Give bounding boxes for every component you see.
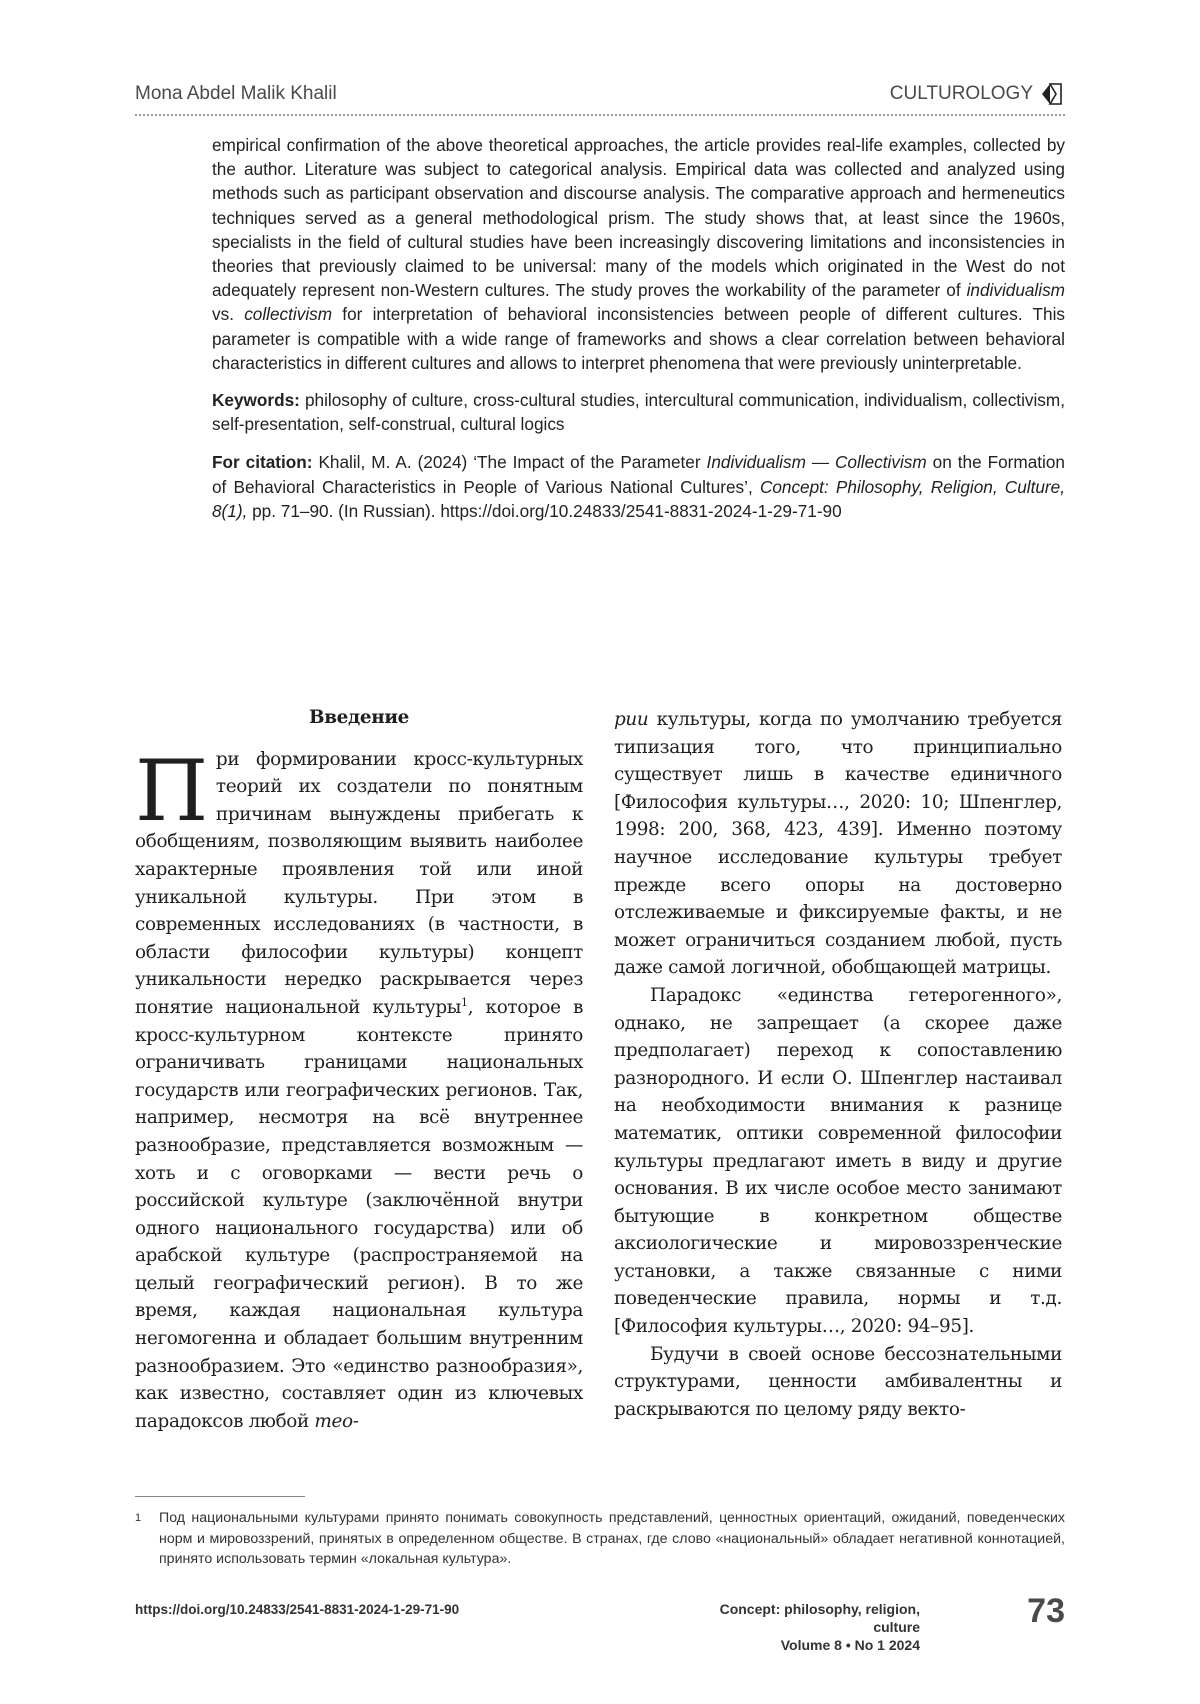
header-section — [890, 82, 1065, 106]
footnote-number: 1 — [135, 1512, 142, 1524]
header-author: Mona Abdel Malik Khalil — [135, 83, 337, 104]
body-paragraph: Парадокс «единства гетерогенного», однако, не запрещает (а скорее даже предполагает) переход к сопоставлению разнородного. И если О. Шпенглер настаивал на необходимости внимания к разнице математик, оптики современной философии культуры предлагают иметь в виду и другие основания. В их числе особое место занимают бытующие в конкретном обществе аксиологические и мировоззренческие установки, а также связанные с ними поведенческие правила, нормы и т.д. [Философия культуры…, 2020: 94–95]. — [614, 984, 1062, 1338]
header-section-label: CULTUROLOGY — [889, 83, 1033, 104]
body-column-right — [614, 706, 1062, 1423]
footnote — [135, 1508, 1065, 1570]
footer-journal-title: Concept: philosophy, religion, culture — [719, 1601, 920, 1635]
abstract — [212, 133, 1065, 523]
footnote-ref[interactable]: 1 — [461, 995, 468, 1009]
journal-logo-icon — [1039, 82, 1065, 106]
footer-doi-link[interactable]: https://doi.org/10.24833/2541-8831-2024-1-29-71-90 — [135, 1602, 460, 1617]
body-column-left — [135, 704, 583, 1435]
body-paragraph: При формировании кросс-культурных теорий их создатели по понятным причинам вынуждены прибегать к обобщениям, позволяющим выявить наиболее характерные проявления той или иной уникальной культуры. При этом в современных исследованиях (в частности, в области философии культуры) концепт уникальности нередко раскрывается через понятие национальной культуры$^1$, которое в кросс-культурном контексте принято ограничивать границами национальных государств или географических регионов. Так, например, несмотря на всё внутреннее разнообразие, представляется возможным — хоть и с оговорками — вести речь о российской культуре (заключённой внутри одного национального государства) или об арабской культуре (распространяемой на целый географический регион). В то же время, каждая национальная культура негомогенна и обладает большим внутренним разнообразием. Это «единство разнообразия», как известно, составляет один из ключевых парадоксов любой тео- — [135, 741, 583, 1432]
footer-volume: Volume 8 • No 1 2024 — [780, 1637, 920, 1653]
keywords-label: Keywords: — [212, 390, 300, 411]
abstract-text: empirical confirmation of the above theoretical approaches, the article provides real-life examples, collected by the author. Literature was subject to categorical analysis. Empirical data was collected and analyzed using methods such as participant observation and discourse analysis. The comparative approach and hermeneutics techniques served as a general methodological prism. The study shows that, at least since the 1960s, specialists in the field of cultural studies have been increasingly discovering limitations and inconsistencies in theories that previously claimed to be universal: many of the models which originated in the West do not adequately represent non-Western cultures. The study proves the workability of the parameter of individualism vs. collectivism for interpretation of behavioral inconsistencies between people of different cultures. This parameter is compatible with a wide range of frameworks and shows a clear correlation between behavioral characteristics in different cultures and allows to interpret phenomena that were previously uninterpretable. — [212, 135, 1065, 373]
keywords: Keywords: philosophy of culture, cross-cultural studies, intercultural communication, individualism, collectivism, self-presentation, self-construal, cultural logics — [212, 390, 1065, 435]
section-title: Введение — [309, 707, 409, 728]
running-header — [135, 74, 1065, 116]
citation-label: For citation: — [212, 452, 313, 473]
footnote-divider — [135, 1496, 305, 1497]
footnote-text: Под национальными культурами принято понимать совокупность представлений, ценностных ориентаций, ожиданий, поведенческих норм и мировоззрений, принятых в определенном обществе. В странах, где слово «национальный» обладает негативной коннотацией, принято использовать термин «локальная культура». — [159, 1510, 1065, 1568]
page-number: 73 — [1027, 1592, 1065, 1630]
body-paragraph: Будучи в своей основе бессознательными структурами, ценности амбивалентны и раскрываются по целому ряду векто- — [614, 1343, 1062, 1420]
citation: For citation: Khalil, M. A. (2024) ‘The Impact of the Parameter Individualism — Collectivism on the Formation of Behavioral Characteristics in People of Various National Cultures’, Concept: Philosophy, Religion, Culture, 8(1), pp. 71–90. (In Russian). https://doi.org/10.24833/2541-8831-2024-1-29-71-90 — [212, 452, 1065, 521]
drop-cap: П — [135, 741, 208, 840]
footer-journal — [672, 1600, 920, 1654]
body-paragraph: рии культуры, когда по умолчанию требуется типизация того, что принципиально существует лишь в качестве единичного [Философия культуры…, 2020: 10; Шпенглер, 1998: 200, 368, 423, 439]. Именно поэтому научное исследование культуры требует прежде всего опоры на достоверно отслеживаемые и фиксируемые факты, и не может ограничиться созданием любой, пусть даже самой логичной, обобщающей матрицы. — [614, 709, 1062, 979]
